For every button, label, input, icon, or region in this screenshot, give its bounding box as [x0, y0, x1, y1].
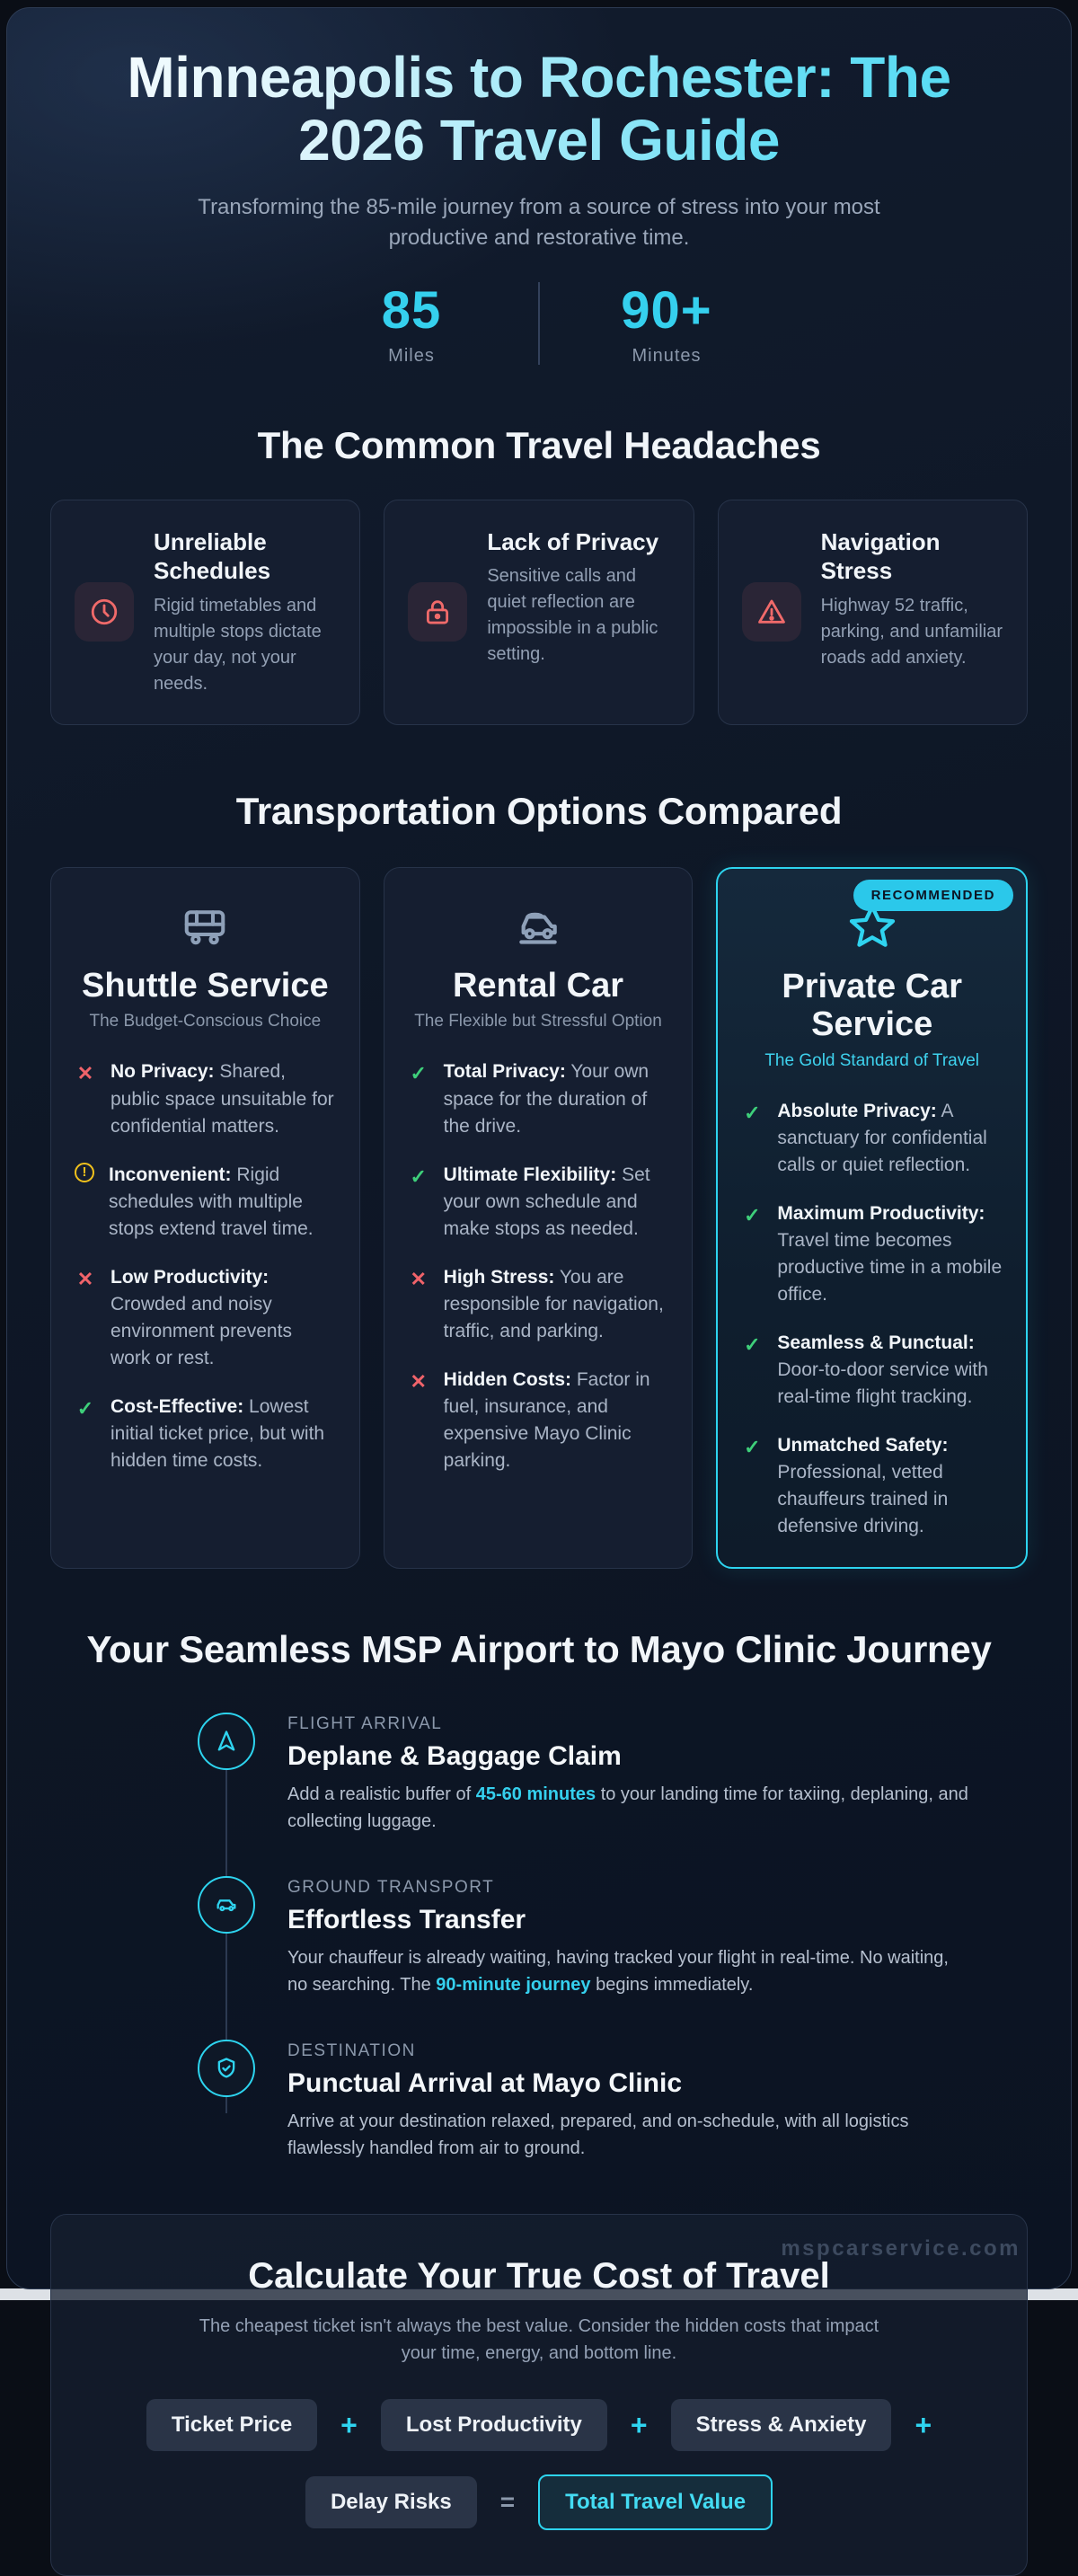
check-icon: ✓ [744, 1333, 761, 1357]
equation-row-2 [105, 2474, 973, 2530]
option-point: ✓ Maximum Productivity: Travel time becomes productive time in a mobile office. [741, 1200, 1003, 1308]
pill-ticket-price: Ticket Price [146, 2399, 317, 2451]
recommended-badge: RECOMMENDED [853, 880, 1013, 911]
compare-row [50, 867, 1028, 1569]
stats-row [7, 280, 1071, 367]
check-icon: ✓ [744, 1102, 761, 1125]
step-desc: Arrive at your destination relaxed, prepared, and on-schedule, with all logistics flawlessly handled from air to ground. [287, 2111, 909, 2159]
page-title [7, 46, 1071, 173]
step-title: Deplane & Baggage Claim [287, 1741, 622, 1772]
stat-minutes-label: Minutes [632, 345, 702, 366]
headache-card-navigation [718, 500, 1028, 725]
step-desc: Your chauffeur is already waiting, having tracked your flight in real-time. No waiting, no searching. The 90-minute journey begins immediately. [287, 1948, 949, 1996]
option-tagline: The Flexible but Stressful Option [414, 1012, 662, 1031]
step-eyebrow: GROUND TRANSPORT [287, 1878, 495, 1898]
cross-icon: ✕ [410, 1369, 427, 1393]
compare-heading: Transportation Options Compared [235, 789, 843, 832]
headache-card-title: Unreliable Schedules [154, 527, 271, 585]
headache-card-desc: Sensitive calls and quiet reflection are impossible in a public setting. [487, 566, 658, 665]
calculator-subtitle: The cheapest ticket isn't always the best value. Consider the hidden costs that impact your time, energy, and bottom line. [199, 2316, 879, 2364]
check-icon: ✓ [410, 1062, 427, 1085]
option-name: Private Car Service [782, 967, 963, 1044]
cross-icon: ✕ [410, 1267, 427, 1290]
highlight-text: 90-minute journey [436, 1975, 591, 1996]
plane-icon [198, 1713, 255, 1770]
warning-triangle-icon [742, 582, 801, 642]
pill-delay-risks: Delay Risks [305, 2476, 477, 2528]
option-card-private [716, 867, 1028, 1569]
option-point: ✕ High Stress: You are responsible for navigation, traffic, and parking. [408, 1264, 669, 1345]
headache-card-schedules [50, 500, 360, 725]
option-point: ✕ Low Productivity: Crowded and noisy environment prevents work or rest. [75, 1264, 336, 1372]
check-icon: ✓ [744, 1204, 761, 1227]
car-icon [408, 899, 669, 954]
pill-stress-anxiety: Stress & Anxiety [671, 2399, 892, 2451]
option-card-shuttle [50, 867, 360, 1569]
journey-heading: Your Seamless MSP Airport to Mayo Clinic Journey [86, 1628, 992, 1671]
option-point: ✕ No Privacy: Shared, public space unsuitable for confidential matters. [75, 1058, 336, 1139]
alert-circle-icon: ! [75, 1163, 94, 1182]
car-icon [198, 1876, 255, 1934]
headache-card-title: Navigation Stress [820, 527, 941, 585]
page-title-line1: Minneapolis to Rochester: The [127, 45, 951, 110]
shuttle-bus-icon [75, 899, 336, 954]
stats-divider [538, 282, 540, 365]
journey-step-destination [198, 2040, 988, 2162]
stat-miles-value: 85 [381, 280, 442, 340]
cost-calculator-card [50, 2214, 1028, 2576]
hero-section [7, 8, 1071, 367]
headache-cards-row [50, 500, 1028, 725]
watermark-url: mspcarservice.com [781, 2236, 1021, 2261]
check-icon: ✓ [410, 1164, 427, 1188]
infographic-poster [6, 7, 1072, 2517]
journey-step-arrival [198, 1713, 988, 1835]
step-desc: Add a realistic buffer of 45-60 minutes to your landing time for taxiing, deplaning, and collecting luggage. [287, 1784, 968, 1832]
clock-icon [75, 582, 134, 642]
page-title-line2: 2026 Travel Guide [298, 108, 780, 173]
stat-miles-label: Miles [388, 345, 435, 366]
shield-check-icon [198, 2040, 255, 2097]
calculator-heading: Calculate Your True Cost of Travel [248, 2256, 830, 2297]
journey-step-transfer [198, 1876, 988, 1998]
cross-icon: ✕ [76, 1062, 94, 1085]
option-point: ✓ Cost-Effective: Lowest initial ticket price, but with hidden time costs. [75, 1394, 336, 1474]
headaches-heading: The Common Travel Headaches [257, 423, 821, 466]
equals-icon: = [499, 2488, 516, 2517]
step-eyebrow: FLIGHT ARRIVAL [287, 1714, 443, 1734]
step-title: Punctual Arrival at Mayo Clinic [287, 2068, 682, 2099]
headache-card-title: Lack of Privacy [487, 527, 659, 555]
stat-miles [335, 280, 488, 367]
option-tagline: The Budget-Conscious Choice [89, 1012, 322, 1031]
pill-total-travel-value: Total Travel Value [538, 2474, 773, 2530]
pill-lost-productivity: Lost Productivity [381, 2399, 607, 2451]
option-tagline: The Gold Standard of Travel [764, 1051, 980, 1071]
headache-card-desc: Rigid timetables and multiple stops dictate your day, not your needs. [154, 595, 322, 694]
check-icon: ✓ [744, 1436, 761, 1459]
headache-card-privacy [384, 500, 694, 725]
option-point: ✕ Hidden Costs: Factor in fuel, insurance, and expensive Mayo Clinic parking. [408, 1367, 669, 1474]
stat-minutes-value: 90+ [621, 280, 712, 340]
equation-row-1 [105, 2399, 973, 2451]
plus-icon: + [915, 2408, 932, 2441]
option-name: Rental Car [452, 966, 624, 1005]
lock-icon [408, 582, 467, 642]
step-title: Effortless Transfer [287, 1905, 526, 1935]
check-icon: ✓ [76, 1396, 94, 1420]
plus-icon: + [630, 2408, 648, 2441]
highlight-text: 45-60 minutes [475, 1784, 596, 1805]
step-eyebrow: DESTINATION [287, 2041, 416, 2061]
option-point: ✓ Seamless & Punctual: Door-to-door service with real-time flight tracking. [741, 1330, 1003, 1411]
option-point: ✓ Unmatched Safety: Professional, vetted chauffeurs trained in defensive driving. [741, 1432, 1003, 1540]
headache-card-desc: Highway 52 traffic, parking, and unfamiliar roads add anxiety. [820, 595, 1003, 668]
option-point: ✓ Absolute Privacy: A sanctuary for confidential calls or quiet reflection. [741, 1098, 1003, 1179]
cross-icon: ✕ [76, 1267, 94, 1290]
journey-timeline [198, 1713, 988, 2162]
option-name: Shuttle Service [82, 966, 329, 1005]
option-point: ✓ Ultimate Flexibility: Set your own schedule and make stops as needed. [408, 1162, 669, 1243]
option-card-rental [384, 867, 694, 1569]
page-subtitle: Transforming the 85-mile journey from a source of stress into your most productive and restorative time. [198, 194, 880, 250]
option-point: ! Inconvenient: Rigid schedules with multiple stops extend travel time. [75, 1162, 336, 1243]
stat-minutes [590, 280, 743, 367]
plus-icon: + [340, 2408, 358, 2441]
option-point: ✓ Total Privacy: Your own space for the duration of the drive. [408, 1058, 669, 1139]
